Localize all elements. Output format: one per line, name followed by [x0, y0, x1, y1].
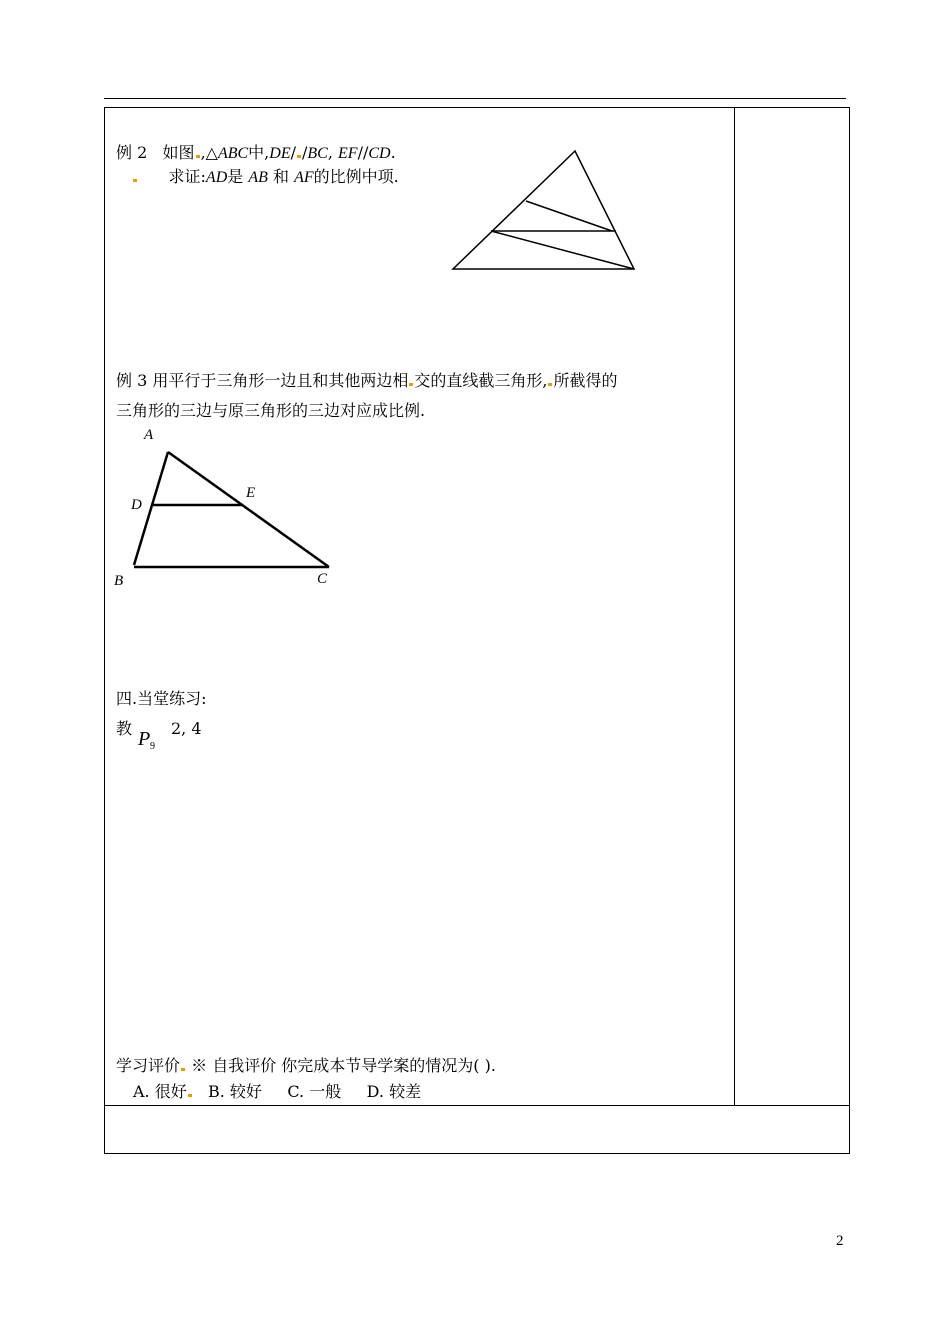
practice-numbers: 2, 4: [171, 719, 202, 738]
math-abc: ABC: [217, 145, 249, 162]
example-3-line2: 三角形的三边与原三角形的三边对应成比例.: [116, 401, 426, 420]
evaluation-line: [116, 1056, 496, 1076]
text-segment: 中,: [248, 143, 270, 162]
text-segment: 如图: [162, 143, 195, 162]
text-segment: 例 3 用平行于三角形一边且和其他两边相: [116, 371, 409, 390]
option-a: A. 很好: [133, 1082, 187, 1101]
text-segment: ,△: [200, 143, 218, 162]
text-segment: /: [290, 143, 296, 162]
label-a: A: [144, 427, 154, 443]
math-de: DE: [269, 145, 291, 162]
math-ef: EF: [338, 145, 358, 162]
text-segment: ※ 自我评价 你完成本节导学案的情况为( ).: [191, 1056, 496, 1075]
text-segment: 是: [227, 167, 244, 186]
label-d: D: [131, 497, 142, 513]
practice-jiao: 教: [116, 719, 133, 738]
practice-heading: 四.当堂练习:: [116, 689, 207, 708]
text-segment: 和: [273, 167, 290, 186]
math-ad: AD: [205, 169, 228, 186]
practice-page-p: P: [138, 728, 151, 750]
label-e: E: [246, 485, 256, 501]
math-bc: BC: [307, 145, 328, 162]
text-segment: 所截得的: [553, 371, 618, 390]
annotation-mark: [188, 1094, 192, 1097]
text-segment: //: [357, 143, 369, 162]
text-segment: 学习评价: [116, 1056, 181, 1075]
annotation-mark: [181, 1068, 185, 1071]
example-2-label: 例 2: [116, 143, 148, 162]
evaluation-options: [133, 1082, 421, 1102]
page-number: 2: [836, 1233, 844, 1249]
option-d: D. 较差: [366, 1082, 422, 1101]
option-c: C. 一般: [287, 1082, 342, 1101]
math-cd: CD: [368, 145, 391, 162]
text-segment: ,: [327, 143, 333, 162]
segment-ac: [168, 452, 329, 567]
label-c: C: [317, 571, 328, 587]
text-segment: 的比例中项.: [313, 167, 399, 186]
math-ab: AB: [248, 169, 268, 186]
practice-page-sub: 9: [150, 741, 155, 752]
label-b: B: [114, 573, 124, 589]
text-segment: /: [301, 143, 308, 162]
math-af: AF: [294, 169, 314, 186]
text-segment: 求证:: [168, 167, 206, 186]
text-segment: 交的直线截三角形,: [414, 371, 548, 390]
option-b: B. 较好: [208, 1082, 262, 1101]
text-segment: .: [390, 143, 396, 162]
